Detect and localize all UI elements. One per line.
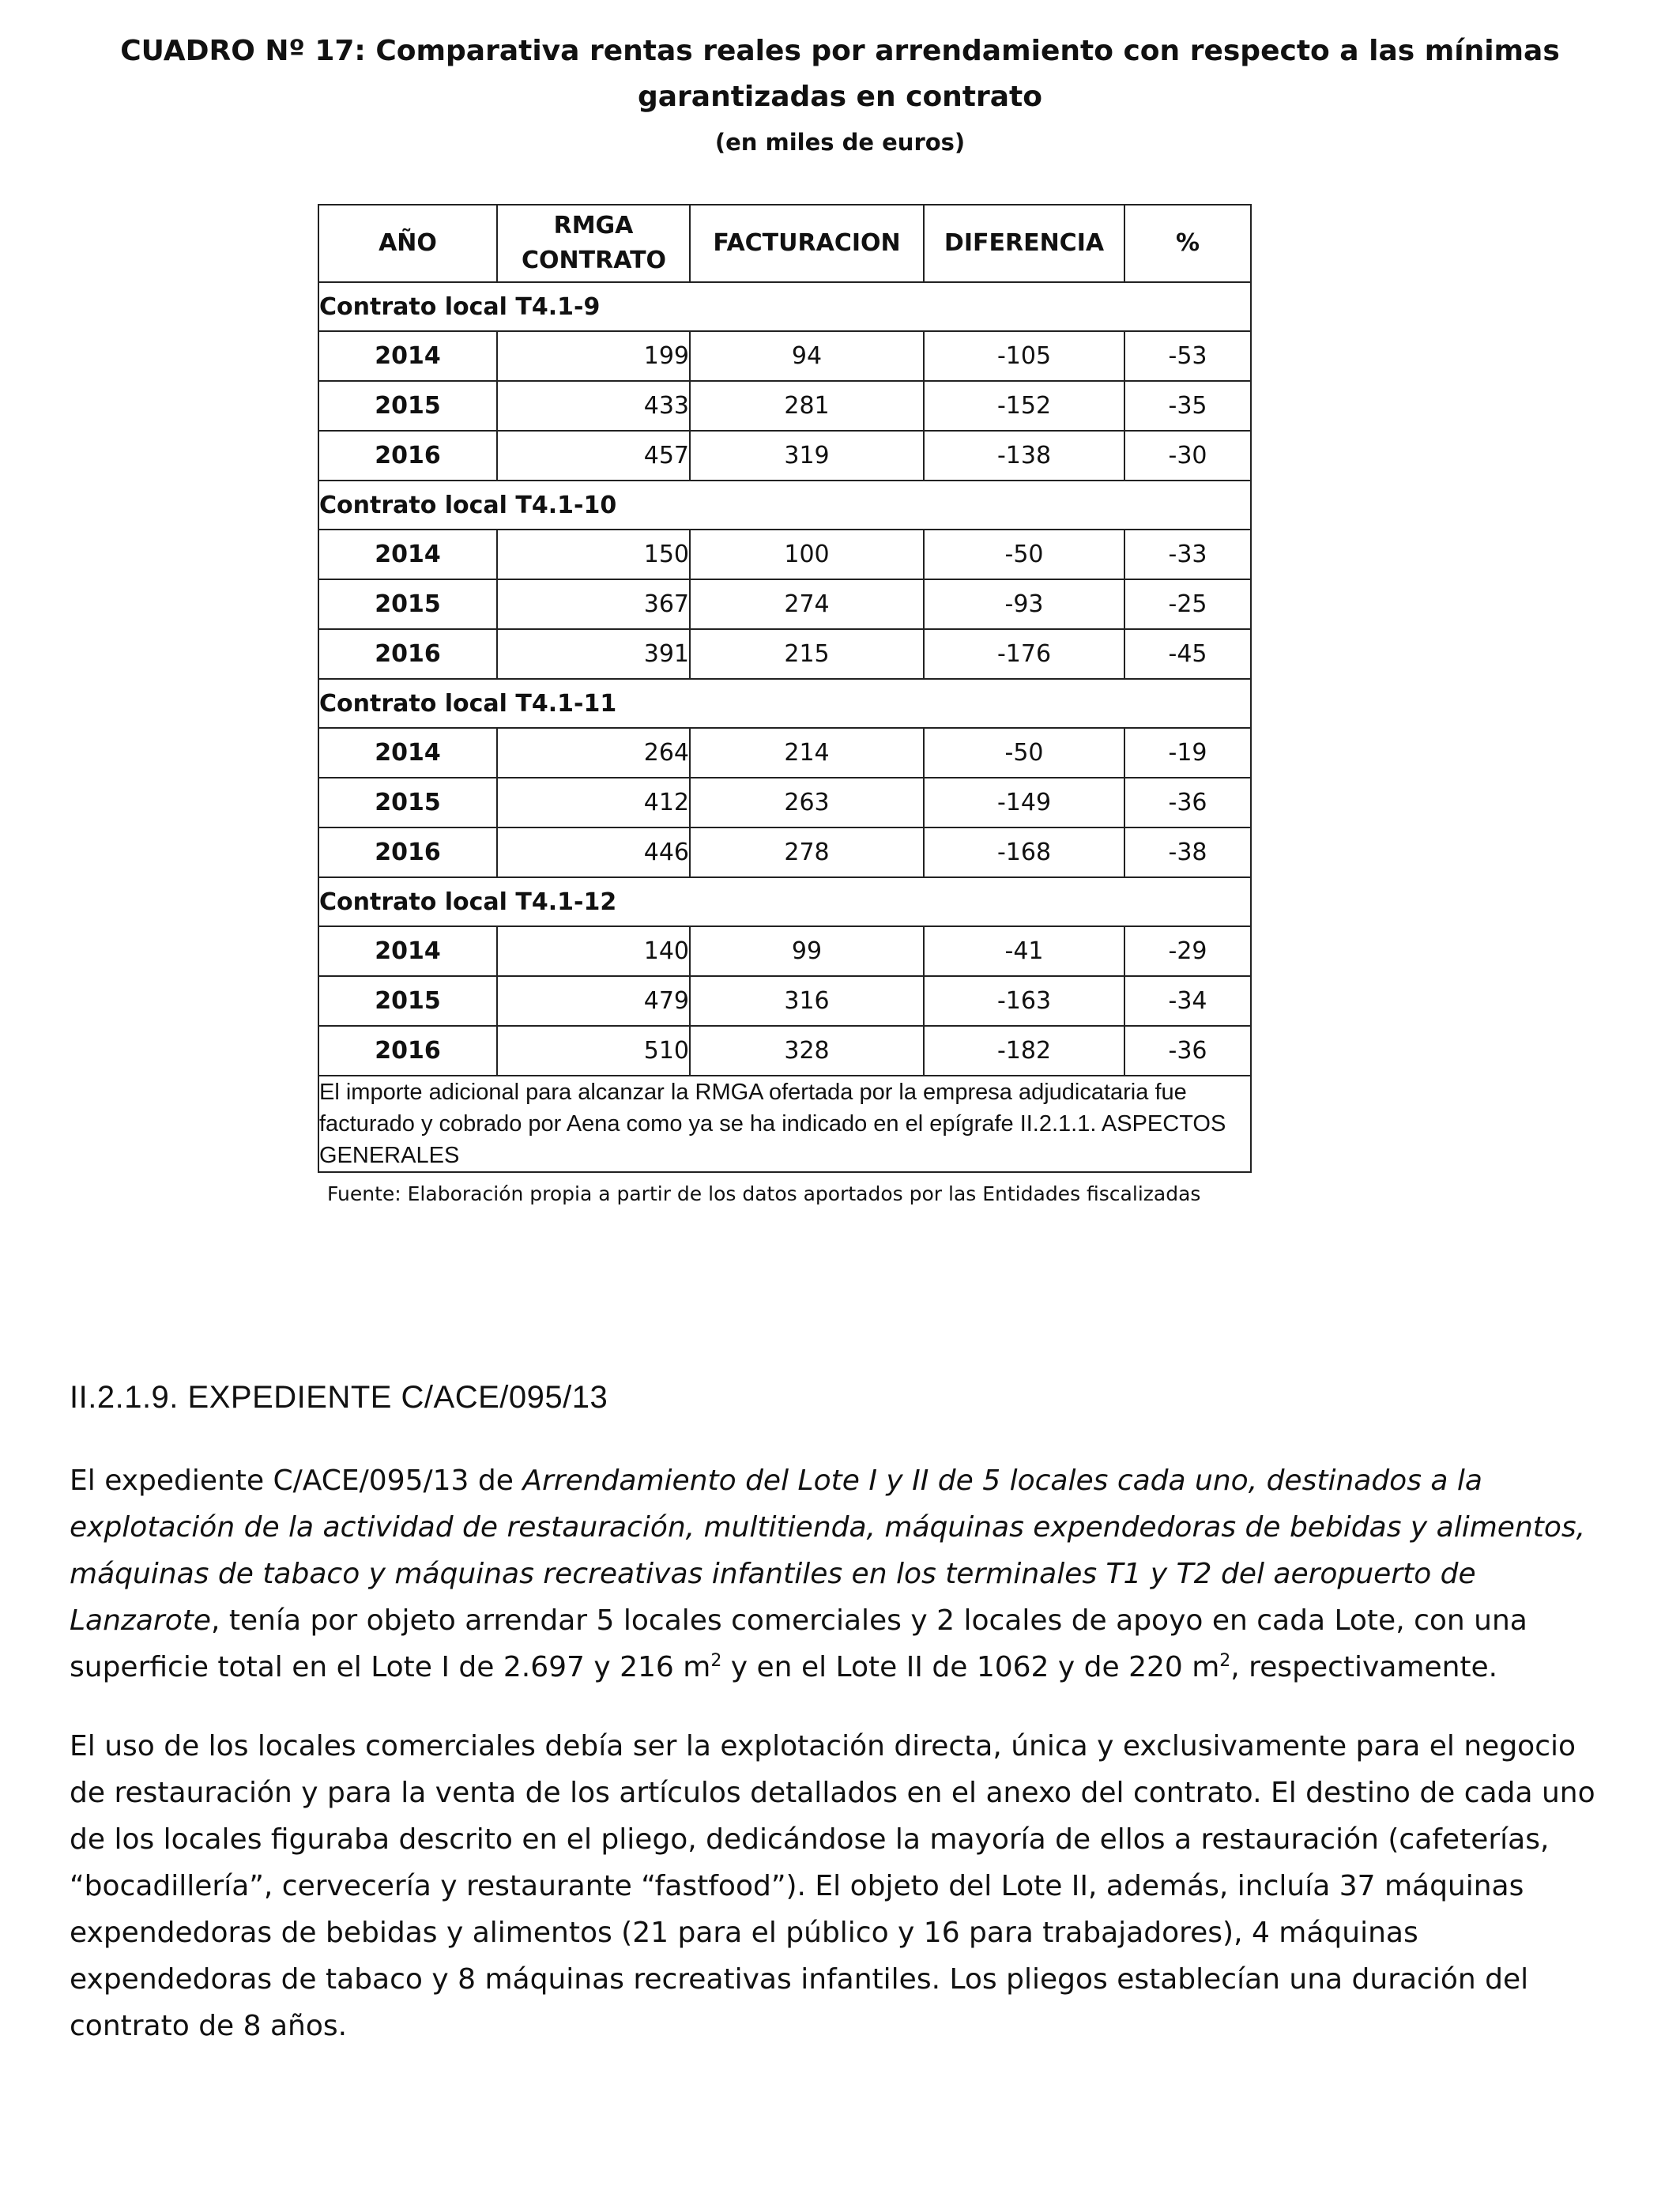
rmga-cell: 446 (497, 827, 690, 877)
table-row (318, 431, 1251, 481)
rmga-cell: 264 (497, 728, 690, 778)
table-row (318, 530, 1251, 579)
facturacion-cell: 214 (690, 728, 924, 778)
year-cell: 2015 (318, 579, 497, 629)
percent-cell: -34 (1124, 976, 1251, 1026)
col-header-percent: % (1124, 205, 1251, 282)
percent-cell: -19 (1124, 728, 1251, 778)
facturacion-cell: 278 (690, 827, 924, 877)
percent-cell: -45 (1124, 629, 1251, 679)
rent-comparison-table (318, 204, 1252, 1173)
col-header-year: AÑO (318, 205, 497, 282)
percent-cell: -25 (1124, 579, 1251, 629)
rmga-cell: 457 (497, 431, 690, 481)
table-row (318, 579, 1251, 629)
section-label: Contrato local T4.1-12 (318, 877, 1251, 926)
table-row (318, 778, 1251, 827)
diferencia-cell: -163 (924, 976, 1124, 1026)
col-header-facturacion: FACTURACION (690, 205, 924, 282)
percent-cell: -29 (1124, 926, 1251, 976)
facturacion-cell: 94 (690, 331, 924, 381)
rmga-cell: 510 (497, 1026, 690, 1076)
percent-cell: -53 (1124, 331, 1251, 381)
table-header-row (318, 205, 1251, 282)
section-row (318, 481, 1251, 530)
rmga-cell: 412 (497, 778, 690, 827)
rmga-cell: 140 (497, 926, 690, 976)
diferencia-cell: -50 (924, 530, 1124, 579)
paragraph-2: El uso de los locales comerciales debía ser la explotación directa, única y exclusivamente para el negocio de restauración y para la venta de los artículos detallados en el anexo del contrato. El destino de cada uno de los locales figuraba descrito en el pliego, dedicándose la mayoría de ellos a restauración (cafeterías, “bocadillería”, cervecería y restaurante “fastfood”). El objeto del Lote II, además, incluía 37 máquinas expendedoras de bebidas y alimentos (21 para el público y 16 para trabajadores), 4 máquinas expendedoras de tabaco y 8 máquinas recreativas infantiles. Los pliegos establecían una duración del contrato de 8 años. (70, 1730, 1595, 2042)
paragraph-1-rest: , tenía por objeto arrendar 5 locales comerciales y 2 locales de apoyo en cada Lote, con una superficie total en el Lote I de 2.697 y 216 m (70, 1604, 1527, 1683)
superscript: 2 (1219, 1651, 1231, 1671)
diferencia-cell: -182 (924, 1026, 1124, 1076)
section-label: Contrato local T4.1-9 (318, 282, 1251, 331)
diferencia-cell: -41 (924, 926, 1124, 976)
table-title: CUADRO Nº 17: Comparativa rentas reales por arrendamiento con respecto a las mínimas garantizadas en contrato (120, 35, 1560, 113)
year-cell: 2016 (318, 629, 497, 679)
percent-cell: -36 (1124, 1026, 1251, 1076)
facturacion-cell: 281 (690, 381, 924, 431)
year-cell: 2014 (318, 926, 497, 976)
table-caption (0, 28, 1680, 160)
facturacion-cell: 274 (690, 579, 924, 629)
section-row (318, 282, 1251, 331)
section-label: Contrato local T4.1-10 (318, 481, 1251, 530)
paragraph-1 (70, 1457, 1618, 1691)
table-row (318, 381, 1251, 431)
table-note-row (318, 1076, 1251, 1172)
paragraph-1-rest: , respectivamente. (1230, 1651, 1498, 1683)
table-row (318, 728, 1251, 778)
table-row (318, 827, 1251, 877)
year-cell: 2016 (318, 431, 497, 481)
diferencia-cell: -168 (924, 827, 1124, 877)
superscript: 2 (710, 1651, 722, 1671)
table-row (318, 1026, 1251, 1076)
section-row (318, 877, 1251, 926)
table-row (318, 629, 1251, 679)
paragraph-1-italic: Arrendamiento del Lote I y II de 5 locales cada uno, destinados a la explotación de la actividad de restauración, multitienda, máquinas expendedoras de bebidas y alimentos, máquinas de tabaco y máquinas recreativas infantiles en los terminales T1 y T2 del aeropuerto de Lanzarote (70, 1465, 1586, 1637)
facturacion-cell: 215 (690, 629, 924, 679)
table-row (318, 926, 1251, 976)
percent-cell: -38 (1124, 827, 1251, 877)
col-header-diferencia: DIFERENCIA (924, 205, 1124, 282)
percent-cell: -30 (1124, 431, 1251, 481)
percent-cell: -35 (1124, 381, 1251, 431)
percent-cell: -33 (1124, 530, 1251, 579)
diferencia-cell: -152 (924, 381, 1124, 431)
paragraph-1-lead: El expediente C/ACE/095/13 de (70, 1465, 523, 1497)
facturacion-cell: 100 (690, 530, 924, 579)
section-heading: II.2.1.9. EXPEDIENTE C/ACE/095/13 (70, 1380, 608, 1415)
year-cell: 2016 (318, 1026, 497, 1076)
diferencia-cell: -176 (924, 629, 1124, 679)
diferencia-cell: -149 (924, 778, 1124, 827)
section-label: Contrato local T4.1-11 (318, 679, 1251, 728)
year-cell: 2014 (318, 728, 497, 778)
year-cell: 2014 (318, 331, 497, 381)
diferencia-cell: -105 (924, 331, 1124, 381)
col-header-rmga: RMGA CONTRATO (497, 205, 690, 282)
diferencia-cell: -93 (924, 579, 1124, 629)
year-cell: 2015 (318, 778, 497, 827)
year-cell: 2014 (318, 530, 497, 579)
facturacion-cell: 328 (690, 1026, 924, 1076)
rmga-cell: 199 (497, 331, 690, 381)
rmga-cell: 391 (497, 629, 690, 679)
source-note: Fuente: Elaboración propia a partir de los datos aportados por las Entidades fiscalizadas (327, 1182, 1201, 1205)
rmga-cell: 150 (497, 530, 690, 579)
year-cell: 2015 (318, 976, 497, 1026)
section-row (318, 679, 1251, 728)
facturacion-cell: 99 (690, 926, 924, 976)
facturacion-cell: 316 (690, 976, 924, 1026)
rmga-cell: 433 (497, 381, 690, 431)
table-unit: (en miles de euros) (714, 129, 966, 156)
table-note: El importe adicional para alcanzar la RMGA ofertada por la empresa adjudicataria fue facturado y cobrado por Aena como ya se ha indicado en el epígrafe II.2.1.1. ASPECTOS GENERALES (318, 1076, 1251, 1172)
year-cell: 2015 (318, 381, 497, 431)
diferencia-cell: -50 (924, 728, 1124, 778)
paragraph-1-rest: y en el Lote II de 1062 y de 220 m (721, 1651, 1220, 1683)
table-row (318, 331, 1251, 381)
facturacion-cell: 263 (690, 778, 924, 827)
diferencia-cell: -138 (924, 431, 1124, 481)
percent-cell: -36 (1124, 778, 1251, 827)
year-cell: 2016 (318, 827, 497, 877)
rmga-cell: 367 (497, 579, 690, 629)
rmga-cell: 479 (497, 976, 690, 1026)
table-row (318, 976, 1251, 1026)
facturacion-cell: 319 (690, 431, 924, 481)
